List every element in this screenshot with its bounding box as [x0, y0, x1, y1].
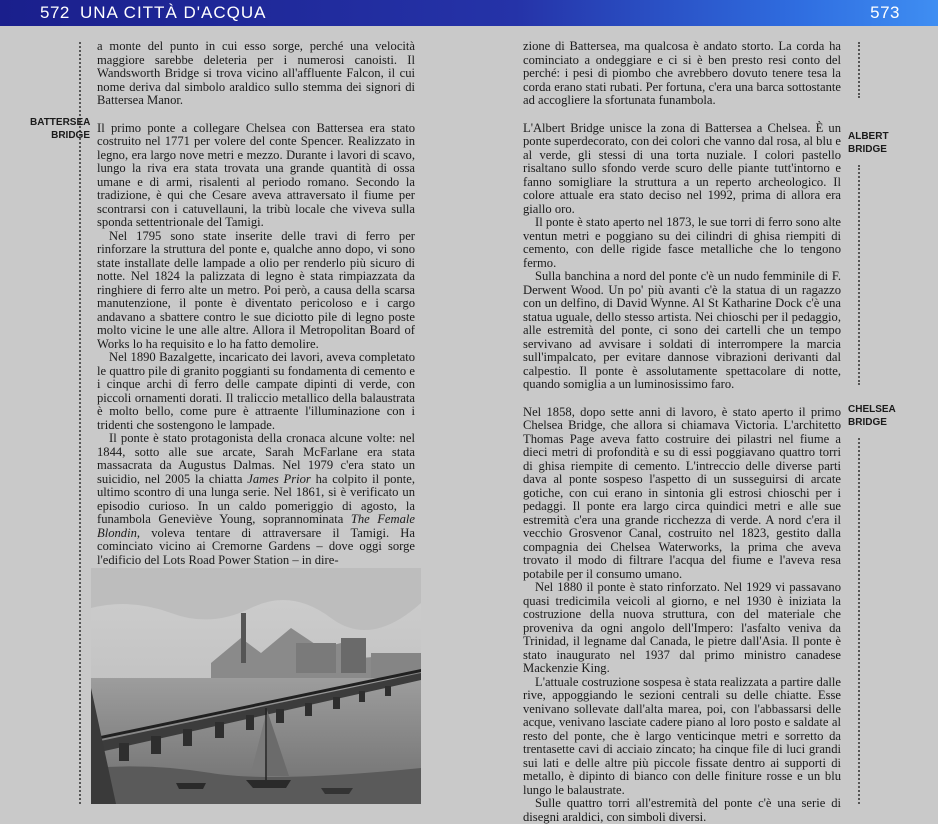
right-margin-rule-top	[858, 42, 860, 98]
paragraph: L'attuale costruzione sospesa è stata realizzata a partire dalle rive, appoggiando le sezioni centrali su delle chiatte. Esse venivano sollevate dall'alta marea, poi, con l'abbassarsi delle acque, venivano lasciate cadere piano al loro posto e saldate al resto del ponte, che è largo venticinque metri e sorretto da trentasette cavi di acciaio zincato; ha cinque file di luci grandi sui lati e delle altre più piccole fissate dentro ai supporti di metallo, è dipinto di bianco con delle finiture rosse e un blu lungo le balaustrate.	[523, 674, 841, 797]
right-margin-rule-mid	[858, 165, 860, 385]
sidenote-line: CHELSEA	[848, 404, 896, 415]
right-page-number: 573	[870, 3, 900, 22]
paragraph: Nel 1858, dopo sette anni di lavoro, è stato aperto il primo Chelsea Bridge, che allora si chiamava Victoria. L'architetto Thomas Page aveva fatto costruire dei pilastri nel fiume a dieci metri di profondità e su di essi poggiavano quattro torri di ghisa riempite di cemento. L'intreccio delle diverse parti dava al ponte sospeso l'aspetto di un susseguirsi di arcate gotiche, con cui erano in sintonia gli estrosi chioschi per i pedaggi. Il ponte era largo circa quindici metri e alle sue estremità c'era una grande ricchezza di verde. A nord c'era il vecchio Grosvenor Canal, costruito nel 1823, gestito dalla compagnia dei Chelsea Waterworks, la prima che aveva trovato il modo di filtrare l'acqua del fiume e l'aveva resa potabile per il consumo umano.	[523, 404, 841, 581]
paragraph: Sulla banchina a nord del ponte c'è un nudo femminile di F. Derwent Wood. Un po' più avanti c'è la statua di un ragazzo con un delfino, di David Wynne. Al St Katharine Dock c'è una statua uguale, dello stesso artista. Nei chioschi per il pedaggio, alle estremità del ponte, ci sono dei cartelli che un tempo servivano ad avvisare i soldati di interrompere la marcia sull'impalcato, per evitare dannose vibrazioni derivanti dal calpestio. Il ponte è assolutamente spettacolare di notte, quando somiglia a un luminosissimo faro.	[523, 269, 841, 391]
paragraph: a monte del punto in cui esso sorge, perché una velocità maggiore sarebbe deleteria per i numerosi canoisti. Il Wandsworth Bridge si trova vicino all'affluente Falcon, il cui nome deriva dal simbolo araldico sullo stemma dei signori di Battersea Manor.	[97, 39, 415, 107]
paragraph: Nel 1880 il ponte è stato rinforzato. Nel 1929 vi passavano quasi tredicimila veicoli al giorno, e nel 1930 è iniziata la costruzione della nuova struttura, con del materiale che proveniva da ogni angolo dell'Impero: l'asfalto veniva da Trinidad, il legname dal Canada, le pietre dall'Asia. Il ponte è stato inaugurato nel 1937 dal primo ministro canadese Mackenzie King.	[523, 580, 841, 675]
sidenote-line: ALBERT	[848, 131, 889, 142]
sidenote-line: BRIDGE	[51, 130, 90, 141]
paragraph: zione di Battersea, ma qualcosa è andato storto. La corda ha cominciato a ondeggiare e ci si è ben presto resi conto del perché: i pesi di piombo che avrebbero dovuto tenere tesa la corda erano stati rubati. Per fortuna, c'era una barca sottostante ad accogliere la sfortunata funambola.	[523, 39, 841, 107]
paragraph: Il ponte è stato aperto nel 1873, le sue torri di ferro sono alte ventun metri e poggiano su dei cilindri di ghisa riempiti di cemento, con delle rigide fasce metalliche che lo tengono fermo.	[523, 215, 841, 270]
paragraph: Il primo ponte a collegare Chelsea con Battersea era stato costruito nel 1771 per volere del conte Spencer. Realizzato in legno, era largo nove metri e mezzo. Durante i lavori di scavo, lungo la riva era stata trovata una grande quantità di ossa umane e di armi, risalenti al periodo romano. Secondo la tradizione, è qui che Cesare aveva attraversato il fiume per scontrarsi con i catuvellauni, la tribù locale che viveva sulla sponda settentrionale del Tamigi.	[97, 120, 415, 229]
sidenote-albert-bridge	[848, 130, 918, 156]
sidenote-battersea-bridge	[30, 116, 90, 142]
paragraph: L'Albert Bridge unisce la zona di Battersea a Chelsea. È un ponte superdecorato, con dei colori che vanno dal rosa, al blu e al verde, gli stessi di una torta nuziale. I colori pastello risaltano sullo sfondo verde scuro delle piante tutt'intorno e fanno somigliare la struttura a un reperto archeologico. Il colore attuale era stato deciso nel 1992, prima di allora era giallo oro.	[523, 120, 841, 216]
paragraph: Sulle quattro torri all'estremità del ponte c'è una serie di disegni araldici, con simboli diversi.	[523, 796, 841, 824]
left-margin-rule	[79, 42, 81, 804]
right-text-column	[523, 40, 841, 824]
nickname: The Female Blondin	[97, 512, 415, 540]
barge-name: James Prior	[247, 471, 311, 486]
paragraph: Il ponte è stato protagonista della cronaca alcune volte: nel 1844, sotto alle sue arcate, Sarah McFarlane era stata massacrata da Augustus Dalmas. Nel 1979 c'era stato un suicidio, nel 2005 la chiatta James Prior ha colpito il ponte, ultimo scontro di una lunga serie. Nel 1861, si è verificato un episodio curioso. In un caldo pomeriggio di agosto, la funambola Geneviève Young, soprannominata The Female Blondin, voleva tentare di attraversare il Tamigi. Ha cominciato vicino ai Cremorne Gardens – dove oggi sorge l'edificio del Lots Road Power Station – in dire-	[97, 431, 415, 567]
sidenote-line: BRIDGE	[848, 417, 887, 428]
bridge-engraving	[91, 568, 421, 804]
sidenote-chelsea-bridge	[848, 403, 918, 429]
paragraph: Nel 1795 sono state inserite delle travi di ferro per rinforzare la struttura del ponte e, qualche anno dopo, vi sono state installate delle lampade a olio per renderlo più sicuro di notte. Nel 1824 la palizzata di legno è stata rimpiazzata da ringhiere di ferro alte un metro. Poi però, a causa della scarsa manutenzione, il ponte è diventato pericoloso e i cargo andavano a sbattere contro le sue diciotto pile di legno poste molto vicine le une alle altre. Allora il Metropolitan Board of Works lo ha requisito e lo ha fatto demolire.	[97, 228, 415, 351]
right-margin-rule-bottom	[858, 438, 860, 804]
paragraph: Nel 1890 Bazalgette, incaricato dei lavori, aveva completato le quattro pile di granito poggianti su fondamenta di cemento e i cinque archi di ferro delle campate dipinti di verde, con piccoli ornamenti dorati. Il traliccio metallico della balaustrata è molto bello, come pure è attraente l'illuminazione con i tridenti che sostengono le lampade.	[97, 350, 415, 432]
sidenote-line: BATTERSEA	[30, 117, 91, 128]
left-page-number: 572	[40, 3, 70, 22]
chapter-title: UNA CITTÀ D'ACQUA	[80, 3, 267, 22]
bridge-engraving-image	[91, 568, 421, 804]
sidenote-line: BRIDGE	[848, 144, 887, 155]
left-text-column	[97, 40, 415, 567]
page-header	[0, 0, 938, 26]
